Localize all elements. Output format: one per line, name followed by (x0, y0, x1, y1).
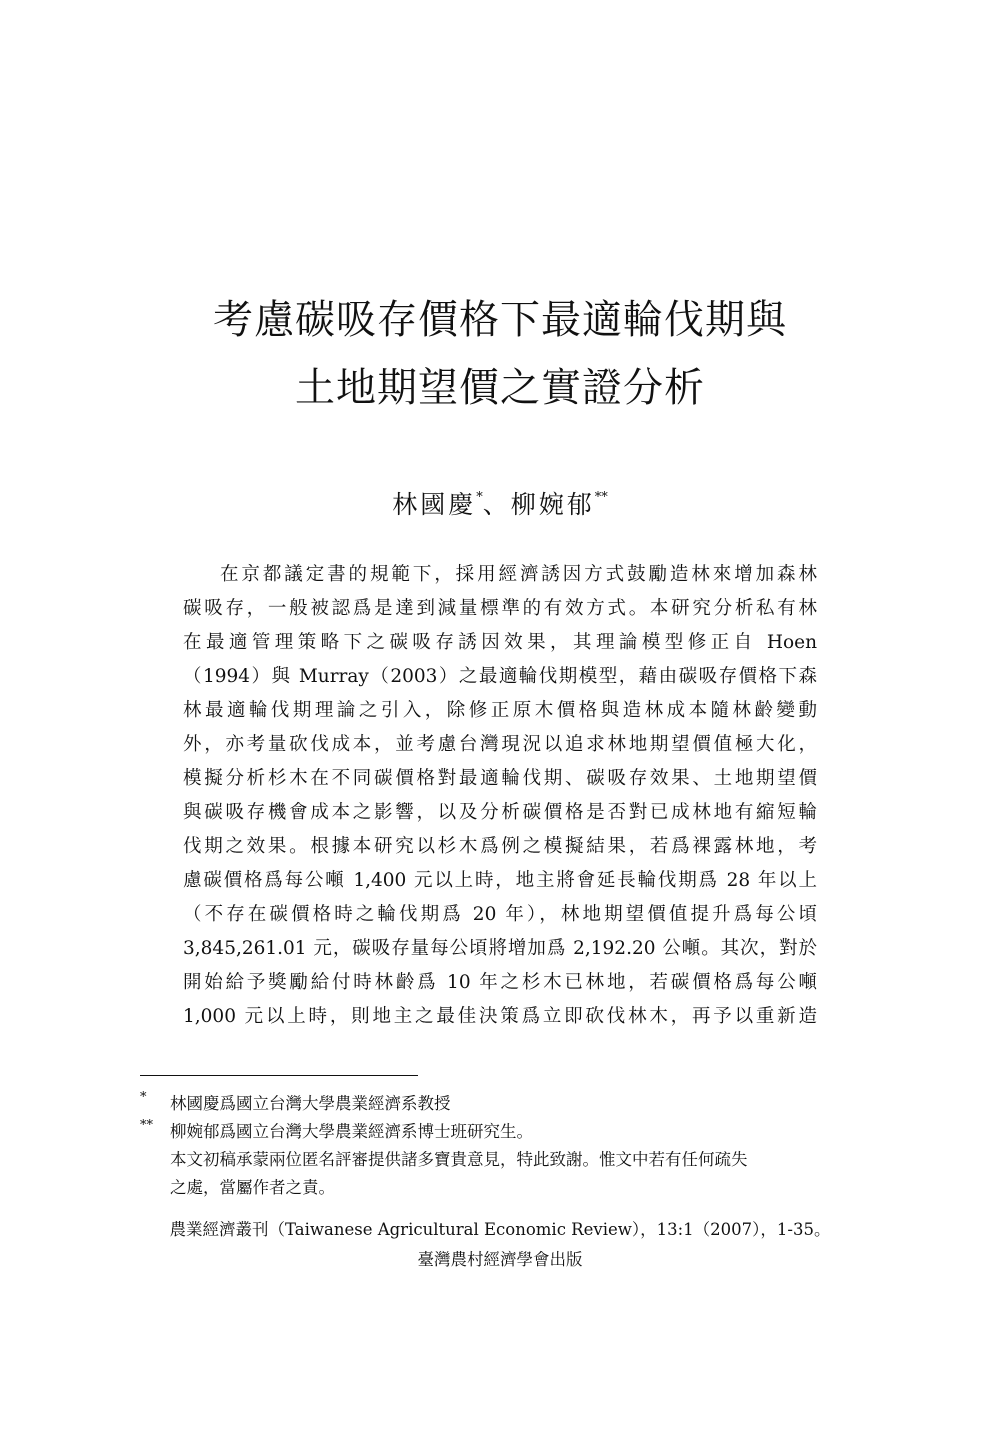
abstract-line: 在京都議定書的規範下，採用經濟誘因方式鼓勵造林來增加森林 (220, 564, 817, 585)
abstract-line: 碳吸存，一般被認爲是達到減量標準的有效方式。本研究分析私有林 (183, 598, 817, 619)
footnote-text: 林國慶爲國立台灣大學農業經濟系教授 (170, 1094, 451, 1113)
title-line-2: 土地期望價之實證分析 (295, 365, 705, 411)
abstract-line: 開始給予獎勵給付時林齡爲 10 年之杉木已林地，若碳價格爲每公噸 (183, 972, 817, 993)
footnote-author-2 (140, 1118, 880, 1202)
author-2-footnote-mark: ** (594, 490, 608, 505)
title-line-1: 考慮碳吸存價格下最適輪伐期與 (213, 297, 787, 343)
author-1-footnote-mark: * (476, 490, 483, 505)
footnote-author-1 (140, 1090, 880, 1118)
abstract-line: 與碳吸存機會成本之影響，以及分析碳價格是否對已成林地有縮短輪 (183, 802, 817, 823)
abstract-line: （不存在碳價格時之輪伐期爲 20 年），林地期望價值提升爲每公頃 (183, 904, 817, 925)
abstract-body (183, 558, 817, 1034)
author-1-name: 林國慶 (392, 490, 477, 519)
paper-title (0, 286, 1000, 422)
abstract-line: 外，亦考量砍伐成本，並考慮台灣現況以追求林地期望價值極大化， (183, 734, 817, 755)
journal-citation: 農業經濟叢刊（Taiwanese Agricultural Economic Review），13:1（2007），1-35。 (169, 1220, 831, 1239)
footnote-mark: ** (140, 1118, 153, 1133)
abstract-line: 在最適管理策略下之碳吸存誘因效果，其理論模型修正自 Hoen (183, 632, 817, 653)
abstract-line: 3,845,261.01 元，碳吸存量每公頃將增加爲 2,192.20 公噸。其次，對於 (183, 938, 817, 959)
publisher-line: 臺灣農村經濟學會出版 (417, 1250, 583, 1269)
abstract-line: 林最適輪伐期理論之引入，除修正原木價格與造林成本隨林齡變動 (183, 700, 817, 721)
abstract-line: 1,000 元以上時，則地主之最佳決策爲立即砍伐林木，再予以重新造 (183, 1006, 817, 1027)
abstract-line: 伐期之效果。根據本研究以杉木爲例之模擬結果，若爲裸露林地，考 (183, 836, 817, 857)
abstract-line: 模擬分析杉木在不同碳價格對最適輪伐期、碳吸存效果、土地期望價 (183, 768, 817, 789)
footnote-text: 柳婉郁爲國立台灣大學農業經濟系博士班研究生。 (170, 1122, 533, 1141)
footnote-mark: * (140, 1090, 147, 1105)
footnote-acknowledgement: 本文初稿承蒙兩位匿名評審提供諸多寶貴意見，特此致謝。惟文中若有任何疏失 (170, 1150, 748, 1169)
abstract-line: （1994）與 Murray（2003）之最適輪伐期模型，藉由碳吸存價格下森 (183, 666, 817, 687)
abstract-line: 慮碳價格爲每公噸 1,400 元以上時，地主將會延長輪伐期爲 28 年以上 (183, 870, 817, 891)
author-2-name: 柳婉郁 (510, 490, 595, 519)
author-line (0, 478, 1000, 525)
footnote-divider (140, 1075, 418, 1076)
author-separator: 、 (482, 490, 511, 519)
footnote-acknowledgement-cont: 之處，當屬作者之責。 (170, 1178, 335, 1197)
